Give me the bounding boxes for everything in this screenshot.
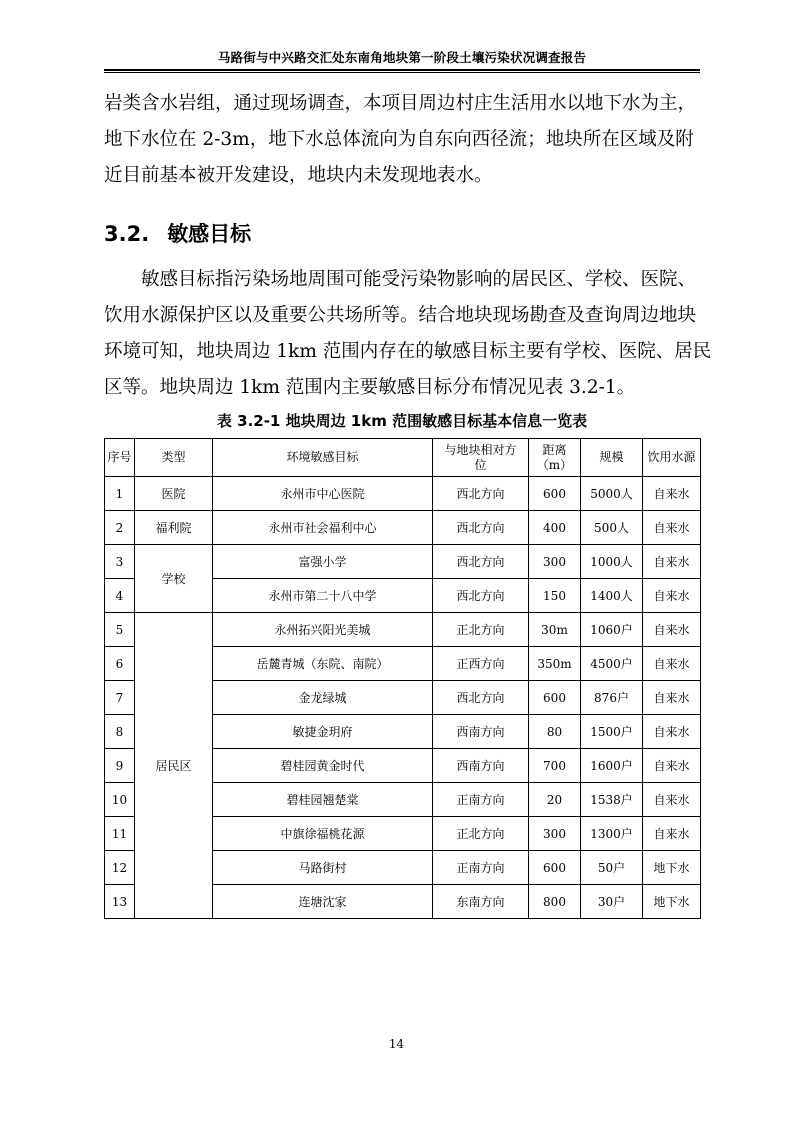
cell-direction: 西南方向 — [433, 715, 529, 749]
cell-direction: 西北方向 — [433, 545, 529, 579]
header-type: 类型 — [135, 439, 213, 477]
paragraph-line: 区等。地块周边 1km 范围内主要敏感目标分布情况见表 3.2-1。 — [104, 377, 636, 398]
cell-target: 中旗徐福桃花源 — [213, 817, 433, 851]
header-rule — [104, 69, 700, 73]
cell-distance: 600 — [529, 681, 581, 715]
cell-target: 敏捷金玥府 — [213, 715, 433, 749]
header-water: 饮用水源 — [643, 439, 701, 477]
section-heading — [104, 218, 251, 248]
cell-water: 自来水 — [643, 647, 701, 681]
cell-distance: 30m — [529, 613, 581, 647]
cell-type: 学校 — [135, 545, 213, 613]
cell-scale: 5000人 — [581, 477, 643, 511]
cell-distance: 350m — [529, 647, 581, 681]
cell-target: 连塘沈家 — [213, 885, 433, 919]
cell-no: 1 — [105, 477, 135, 511]
cell-no: 7 — [105, 681, 135, 715]
cell-distance: 600 — [529, 477, 581, 511]
cell-no: 13 — [105, 885, 135, 919]
table-row — [105, 613, 701, 647]
cell-water: 自来水 — [643, 783, 701, 817]
cell-water: 自来水 — [643, 477, 701, 511]
cell-no: 5 — [105, 613, 135, 647]
cell-distance: 300 — [529, 817, 581, 851]
paragraph-line: 环境可知，地块周边 1km 范围内存在的敏感目标主要有学校、医院、居民 — [104, 341, 712, 362]
cell-no: 9 — [105, 749, 135, 783]
cell-water: 自来水 — [643, 749, 701, 783]
cell-direction: 西北方向 — [433, 681, 529, 715]
cell-type: 福利院 — [135, 511, 213, 545]
cell-no: 3 — [105, 545, 135, 579]
cell-distance: 700 — [529, 749, 581, 783]
cell-scale: 500人 — [581, 511, 643, 545]
cell-no: 11 — [105, 817, 135, 851]
cell-target: 金龙绿城 — [213, 681, 433, 715]
cell-scale: 1500户 — [581, 715, 643, 749]
cell-no: 4 — [105, 579, 135, 613]
sensitive-targets-table — [104, 438, 701, 919]
paragraph-line: 饮用水源保护区以及重要公共场所等。结合地块现场勘查及查询周边地块 — [104, 305, 697, 326]
paragraph-line: 地下水位在 2-3m，地下水总体流向为自东向西径流；地块所在区域及附 — [104, 129, 694, 150]
cell-distance: 300 — [529, 545, 581, 579]
cell-target: 永州市第二十八中学 — [213, 579, 433, 613]
cell-scale: 30户 — [581, 885, 643, 919]
cell-water: 自来水 — [643, 511, 701, 545]
cell-no: 2 — [105, 511, 135, 545]
cell-target: 富强小学 — [213, 545, 433, 579]
cell-target: 碧桂园黄金时代 — [213, 749, 433, 783]
cell-water: 自来水 — [643, 715, 701, 749]
cell-water: 自来水 — [643, 545, 701, 579]
cell-water: 自来水 — [643, 579, 701, 613]
cell-direction: 西北方向 — [433, 511, 529, 545]
paragraph-line: 近目前基本被开发建设，地块内未发现地表水。 — [104, 165, 493, 186]
cell-direction: 东南方向 — [433, 885, 529, 919]
cell-distance: 800 — [529, 885, 581, 919]
cell-scale: 1300户 — [581, 817, 643, 851]
header-direction-line1: 与地块相对方 — [444, 442, 517, 457]
cell-water: 自来水 — [643, 681, 701, 715]
cell-water: 地下水 — [643, 885, 701, 919]
paragraph-groundwater — [104, 86, 704, 194]
cell-no: 12 — [105, 851, 135, 885]
cell-distance: 600 — [529, 851, 581, 885]
document-header: 马路街与中兴路交汇处东南角地块第一阶段土壤污染状况调查报告 — [217, 50, 587, 65]
table-row — [105, 477, 701, 511]
cell-distance: 80 — [529, 715, 581, 749]
header-direction — [433, 439, 529, 477]
cell-target: 永州市社会福利中心 — [213, 511, 433, 545]
cell-direction: 正北方向 — [433, 817, 529, 851]
cell-direction: 西南方向 — [433, 749, 529, 783]
header-target: 环境敏感目标 — [213, 439, 433, 477]
cell-scale: 1060户 — [581, 613, 643, 647]
table-row — [105, 511, 701, 545]
cell-no: 10 — [105, 783, 135, 817]
cell-water: 地下水 — [643, 851, 701, 885]
cell-type: 医院 — [135, 477, 213, 511]
section-number: 3.2. — [104, 222, 150, 246]
cell-distance: 150 — [529, 579, 581, 613]
header-distance — [529, 439, 581, 477]
cell-type: 居民区 — [135, 613, 213, 919]
header-no: 序号 — [105, 439, 135, 477]
cell-distance: 400 — [529, 511, 581, 545]
section-title: 敏感目标 — [167, 222, 252, 246]
cell-target: 永州市中心医院 — [213, 477, 433, 511]
page-number: 14 — [388, 1037, 405, 1051]
paragraph-line: 敏感目标指污染场地周围可能受污染物影响的居民区、学校、医院、 — [141, 269, 697, 290]
cell-direction: 正西方向 — [433, 647, 529, 681]
cell-direction: 西北方向 — [433, 477, 529, 511]
cell-distance: 20 — [529, 783, 581, 817]
cell-no: 6 — [105, 647, 135, 681]
table-header-row — [105, 439, 701, 477]
cell-direction: 正南方向 — [433, 851, 529, 885]
cell-scale: 1000人 — [581, 545, 643, 579]
header-scale: 规模 — [581, 439, 643, 477]
cell-scale: 876户 — [581, 681, 643, 715]
paragraph-line: 岩类含水岩组，通过现场调查，本项目周边村庄生活用水以地下水为主， — [104, 93, 697, 114]
cell-direction: 正北方向 — [433, 613, 529, 647]
header-distance-line1: 距离 — [542, 442, 567, 457]
cell-direction: 正南方向 — [433, 783, 529, 817]
cell-direction: 西北方向 — [433, 579, 529, 613]
cell-target: 永州拓兴阳光美城 — [213, 613, 433, 647]
cell-scale: 1400人 — [581, 579, 643, 613]
cell-scale: 1538户 — [581, 783, 643, 817]
table-row — [105, 545, 701, 579]
paragraph-sensitive-targets — [104, 262, 712, 406]
cell-target: 岳麓青城（东院、南院） — [213, 647, 433, 681]
cell-scale: 50户 — [581, 851, 643, 885]
cell-no: 8 — [105, 715, 135, 749]
cell-target: 马路街村 — [213, 851, 433, 885]
cell-scale: 4500户 — [581, 647, 643, 681]
table-caption: 表 3.2-1 地块周边 1km 范围敏感目标基本信息一览表 — [216, 412, 588, 430]
cell-water: 自来水 — [643, 613, 701, 647]
cell-scale: 1600户 — [581, 749, 643, 783]
header-direction-line2: 位 — [474, 457, 487, 472]
cell-target: 碧桂园翘楚棠 — [213, 783, 433, 817]
cell-water: 自来水 — [643, 817, 701, 851]
header-distance-line2: （m） — [536, 457, 573, 472]
